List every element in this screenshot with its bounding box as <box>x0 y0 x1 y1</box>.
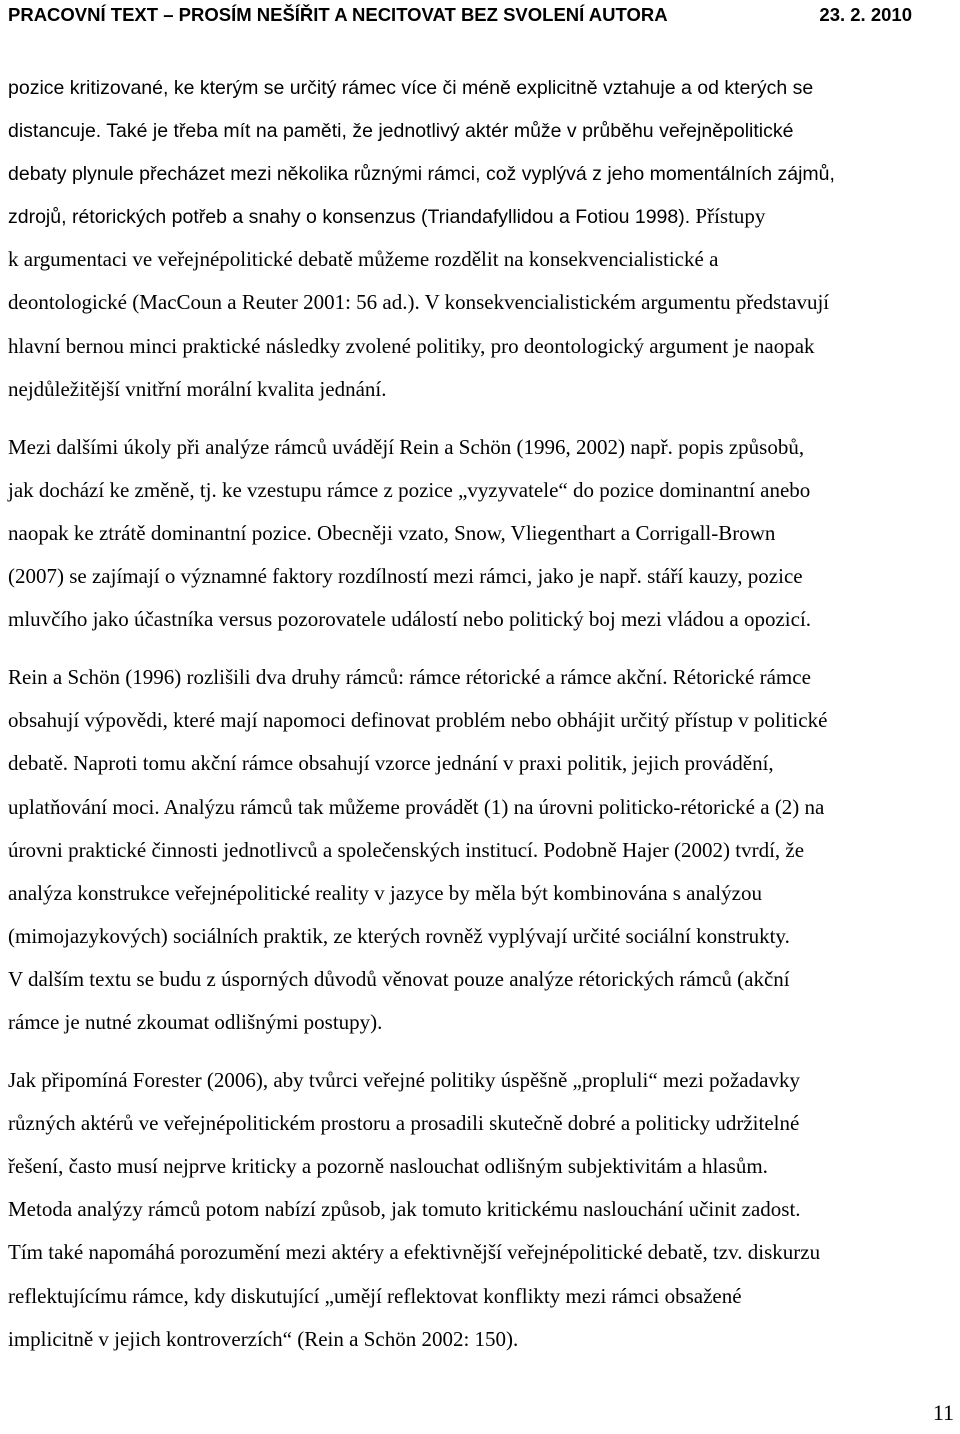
serif-text: obsahují výpovědi, které mají napomoci definovat problém nebo obhájit určitý přístup v politické <box>8 708 828 733</box>
serif-text: nejdůležitější vnitřní morální kvalita jednání. <box>8 376 387 401</box>
header-date: 23. 2. 2010 <box>819 4 912 25</box>
paragraph <box>8 426 956 641</box>
serif-text: úrovni praktické činnosti jednotlivců a společenských institucí. Podobně Hajer (2002) tvrdí, že <box>8 837 805 862</box>
text-line <box>8 1231 956 1274</box>
serif-text: rámce je nutné zkoumat odlišnými postupy). <box>8 1009 383 1034</box>
serif-text: různých aktérů ve veřejnépolitickém prostoru a prosadili skutečně dobré a politicky udržitelné <box>8 1111 800 1136</box>
serif-text: Mezi dalšími úkoly při analýze rámců uvádějí Rein a Schön (1996, 2002) např. popis způsobů, <box>8 434 805 459</box>
text-line <box>8 829 956 872</box>
serif-text: Metoda analýzy rámců potom nabízí způsob, jak tomuto kritickému naslouchání učinit zadost. <box>8 1197 801 1222</box>
text-line <box>8 699 956 742</box>
page-number: 11 <box>932 1400 954 1425</box>
serif-text: mluvčího jako účastníka versus pozorovatele událostí nebo politický boj mezi vládou a opozicí. <box>8 607 812 632</box>
text-line <box>8 1275 956 1318</box>
serif-text: naopak ke ztrátě dominantní pozice. Obecněji vzato, Snow, Vliegenthart a Corrigall-Brown <box>8 520 776 545</box>
serif-text: Rein a Schön (1996) rozlišili dva druhy rámců: rámce rétorické a rámce akční. Rétorické rámce <box>8 665 811 690</box>
serif-text: Přístupy <box>690 204 766 229</box>
text-line <box>8 426 956 469</box>
text-line <box>8 742 956 785</box>
paragraph-gap <box>8 411 956 426</box>
paragraph-gap <box>8 641 956 656</box>
serif-text: hlavní bernou minci praktické následky zvolené politiky, pro deontologický argument je naopak <box>8 333 815 358</box>
text-line <box>8 915 956 958</box>
serif-text: analýza konstrukce veřejnépolitické reality v jazyce by měla být kombinována s analýzou <box>8 880 762 905</box>
text-line <box>8 195 956 238</box>
text-line <box>8 555 956 598</box>
text-line <box>8 512 956 555</box>
text-line <box>8 368 956 411</box>
sans-text: pozice kritizované, ke kterým se určitý rámec více či méně explicitně vztahuje a od kterých se <box>8 77 814 99</box>
serif-text: řešení, často musí nejprve kriticky a pozorně naslouchat odlišným subjektivitám a hlasům. <box>8 1154 768 1179</box>
text-line <box>8 656 956 699</box>
serif-text: Tím také napomáhá porozumění mezi aktéry a efektivnější veřejnépolitické debatě, tzv. diskurzu <box>8 1240 821 1265</box>
paragraph <box>8 1059 956 1361</box>
paragraph <box>8 656 956 1044</box>
serif-text: debatě. Naproti tomu akční rámce obsahují vzorce jednání v praxi politik, jejich provádění, <box>8 751 774 776</box>
sans-text: distancuje. Také je třeba mít na paměti, že jednotlivý aktér může v průběhu veřejněpolitické <box>8 120 794 143</box>
serif-text: V dalším textu se budu z úsporných důvodů věnovat pouze analýze rétorických rámců (akční <box>8 966 790 991</box>
text-line <box>8 281 956 324</box>
text-line <box>8 152 956 195</box>
paragraph <box>8 66 956 411</box>
header-title: PRACOVNÍ TEXT – PROSÍM NEŠÍŘIT A NECITOVAT BEZ SVOLENÍ AUTORA <box>8 4 668 25</box>
text-line <box>8 872 956 915</box>
text-line <box>8 1001 956 1044</box>
text-line <box>8 325 956 368</box>
serif-text: Jak připomíná Forester (2006), aby tvůrci veřejné politiky úspěšně „propluli“ mezi požadavky <box>8 1068 800 1093</box>
serif-text: uplatňování moci. Analýzu rámců tak můžeme provádět (1) na úrovni politicko-rétorické a (2) na <box>8 794 825 819</box>
text-line <box>8 598 956 641</box>
text-line <box>8 469 956 512</box>
serif-text: deontologické (MacCoun a Reuter 2001: 56 ad.). V konsekvencialistickém argumentu představují <box>8 290 830 315</box>
serif-text: k argumentaci ve veřejnépolitické debatě můžeme rozdělit na konsekvencialistické a <box>8 247 719 272</box>
text-line <box>8 1102 956 1145</box>
serif-text: reflektujícímu rámce, kdy diskutující „umějí reflektovat konflikty mezi rámci obsažené <box>8 1283 742 1308</box>
serif-text: jak dochází ke změně, tj. ke vzestupu rámce z pozice „vyzyvatele“ do pozice dominantní anebo <box>8 477 811 502</box>
text-line <box>8 1059 956 1102</box>
text-line <box>8 1318 956 1361</box>
sans-text: zdrojů, rétorických potřeb a snahy o konsenzus (Triandafyllidou a Fotiou 1998). <box>8 206 691 229</box>
text-line <box>8 1145 956 1188</box>
text-line <box>8 66 956 109</box>
document-body <box>8 66 956 1361</box>
paragraph-gap <box>8 1044 956 1059</box>
text-line <box>8 958 956 1001</box>
running-header <box>8 4 952 28</box>
text-line <box>8 1188 956 1231</box>
text-line <box>8 109 956 152</box>
serif-text: (2007) se zajímají o významné faktory rozdílností mezi rámci, jako je např. stáří kauzy, pozice <box>8 564 803 589</box>
serif-text: implicitně v jejich kontroverzích“ (Rein a Schön 2002: 150). <box>8 1326 519 1351</box>
serif-text: (mimojazykových) sociálních praktik, ze kterých rovněž vyplývají určité sociální konstrukty. <box>8 923 790 948</box>
text-line <box>8 786 956 829</box>
sans-text: debaty plynule přecházet mezi několika různými rámci, což vyplývá z jeho momentálních zájmů, <box>8 163 835 186</box>
text-line <box>8 238 956 281</box>
